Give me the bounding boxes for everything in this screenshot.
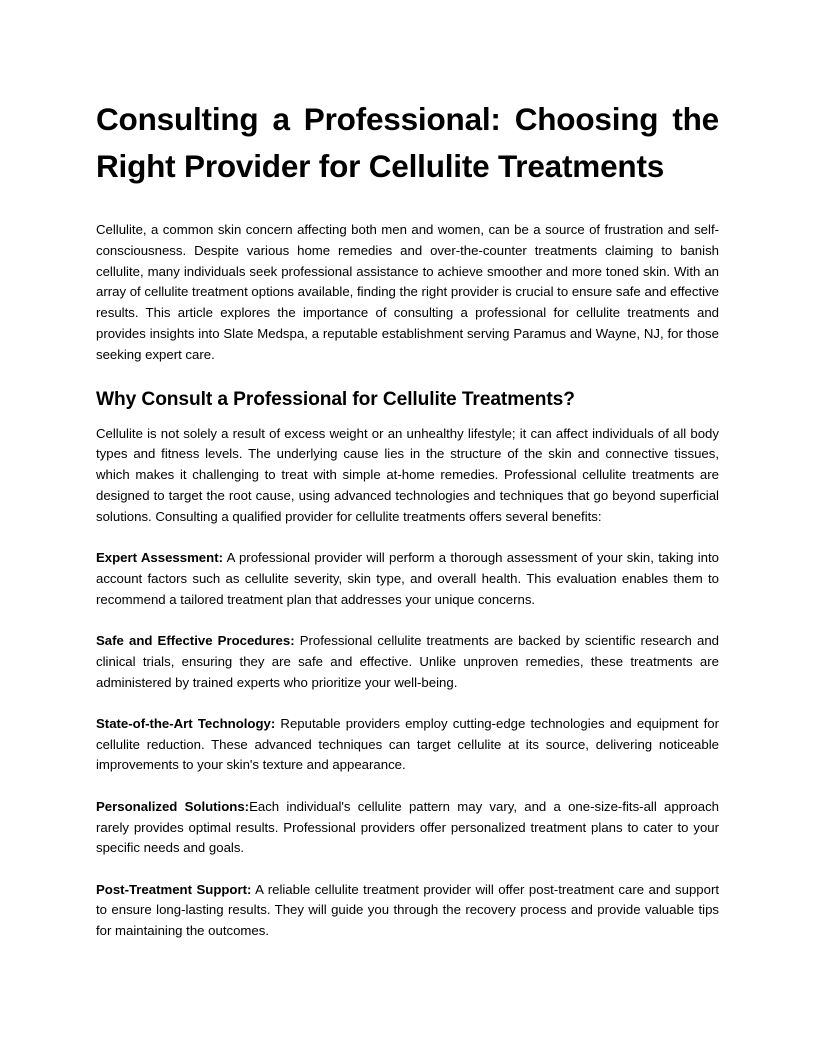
section-intro-paragraph: Cellulite is not solely a result of excess weight or an unhealthy lifestyle; it can affect individuals of all body types and fitness levels. The underlying cause lies in the structure of the skin and connective tissues, which makes it challenging to treat with simple at-home remedies. Professional cellulite treatments are designed to target the root cause, using advanced technologies and techniques that go beyond superficial solutions. Consulting a qualified provider for cellulite treatments offers several benefits: — [96, 425, 719, 524]
article-title: Consulting a Professional: Choosing the Right Provider for Cellulite Treatments — [96, 101, 719, 184]
benefit-safe-effective — [96, 631, 719, 693]
benefit-text: Each individual's cellulite pattern may vary, and a one-size-fits-all approach rarely provides optimal results. Professional providers offer personalized treatment plans to cater to your specific needs and goals. — [96, 798, 720, 856]
benefit-label: Personalized Solutions: — [96, 798, 250, 814]
benefit-expert-assessment — [96, 548, 719, 610]
section-heading: Why Consult a Professional for Cellulite Treatments? — [96, 388, 575, 410]
document-page — [96, 96, 719, 942]
benefit-text: Reputable providers employ cutting-edge technologies and equipment for cellulite reduction. These advanced techniques can target cellulite at its source, delivering noticeable improvements to your skin's texture and appearance. — [96, 715, 719, 773]
benefit-text: A professional provider will perform a thorough assessment of your skin, taking into account factors such as cellulite severity, skin type, and overall health. This evaluation enables them to recommend a tailored treatment plan that addresses your unique concerns. — [96, 550, 720, 607]
benefit-label: Post-Treatment Support: — [96, 881, 252, 897]
benefit-label: Expert Assessment: — [96, 550, 223, 566]
benefit-label: Safe and Effective Procedures: — [96, 632, 295, 648]
benefit-label: State-of-the-Art Technology: — [96, 715, 276, 731]
benefit-personalized — [96, 797, 719, 859]
benefit-text: A reliable cellulite treatment provider will offer post-treatment care and support to ensure long-lasting results. They will guide you through the recovery process and provide valuable tips for maintaining the outcomes. — [96, 881, 720, 939]
benefit-text: Professional cellulite treatments are backed by scientific research and clinical trials, ensuring they are safe and effective. Unlike unproven remedies, these treatments are administered by trained experts who prioritize your well-being. — [96, 632, 719, 690]
intro-paragraph: Cellulite, a common skin concern affecting both men and women, can be a source of frustration and self-consciousness. Despite various home remedies and over-the-counter treatments claiming to banish cellulite, many individuals seek professional assistance to achieve smoother and more toned skin. With an array of cellulite treatment options available, finding the right provider is crucial to ensure safe and effective results. This article explores the importance of consulting a professional for cellulite treatments and provides insights into Slate Medspa, a reputable establishment serving Paramus and Wayne, NJ, for those seeking expert care. — [96, 222, 719, 362]
benefit-post-treatment — [96, 880, 719, 942]
benefit-technology — [96, 714, 719, 776]
